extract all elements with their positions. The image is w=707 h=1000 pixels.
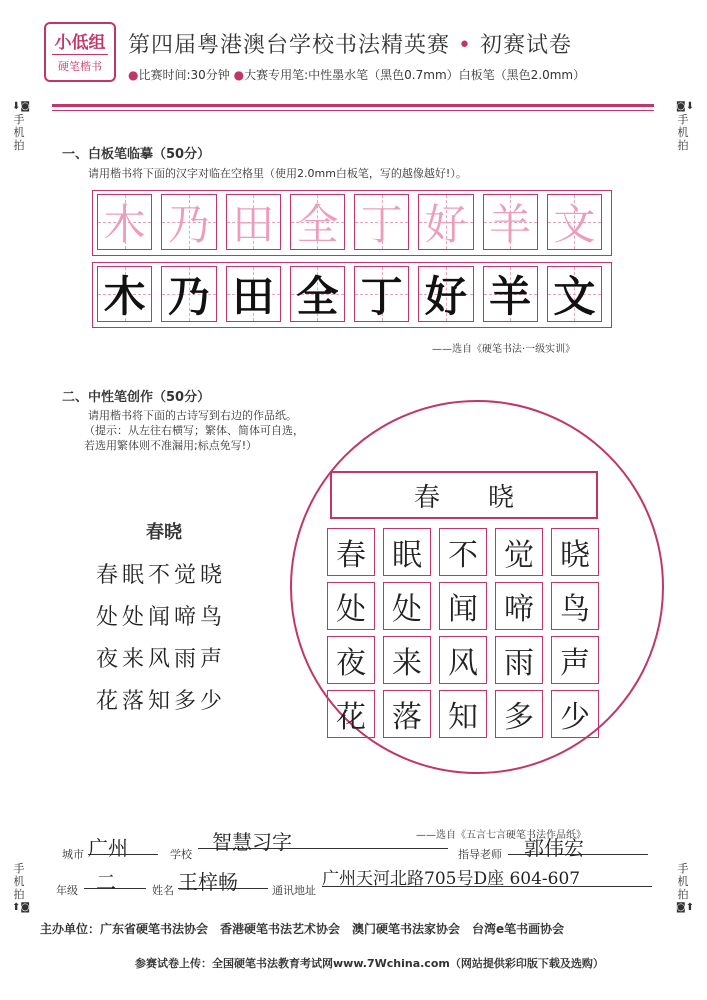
work-cell[interactable]: 春 [327,528,375,576]
group-badge [44,22,116,82]
side-text: 手机拍 [13,113,25,152]
poem-line: 春眠不觉晓 [96,563,227,588]
page-title [128,28,572,59]
work-cell[interactable]: 眠 [383,528,431,576]
name-field[interactable] [178,866,268,894]
poem-line: 夜来风雨声 [96,647,227,672]
work-cell[interactable]: 不 [439,528,487,576]
model-cell: 羊 [483,266,538,322]
city-label: 城市 [62,848,84,861]
section2-instruction-1: 请用楷书将下面的古诗写到右边的作品纸。 [88,409,297,422]
poem-line: 处处闻啼鸟 [96,605,227,630]
address-value: 广州天河北路705号D座 604-607 [322,869,581,889]
title-main: 第四届粤港澳台学校书法精英赛 [128,33,451,58]
trace-cell[interactable]: 羊 [483,194,538,250]
bullet-icon: ● [128,68,139,82]
camera-icon: ⬆◙ [12,902,31,913]
address-field[interactable] [322,864,652,887]
work-cell[interactable]: 雨 [495,636,543,684]
work-cell[interactable]: 多 [495,690,543,738]
exam-time: 比赛时间:30分钟 [138,68,230,82]
city-field[interactable] [88,832,158,860]
header-rule [52,104,654,107]
camera-icon: ◙⬇ [676,101,695,112]
model-cell: 丁 [354,266,409,322]
section2-instruction-2: （提示：从左往右横写；繁体、简体可自选， [84,424,304,437]
side-text: 手机拍 [677,862,689,901]
school-label: 学校 [170,848,192,861]
trace-cell[interactable]: 好 [418,194,473,250]
work-title-box [330,471,598,519]
model-cell: 木 [97,266,152,322]
work-grid [327,528,599,738]
camera-icon: ⬇◙ [12,101,31,112]
section1-heading: 一、白板笔临摹（50分） [62,147,211,162]
work-cell[interactable]: 处 [383,582,431,630]
side-marker-top-left [12,100,31,152]
side-marker-bottom-right [676,862,695,914]
work-cell[interactable]: 鸟 [551,582,599,630]
trace-cell[interactable]: 全 [290,194,345,250]
work-cell[interactable]: 落 [383,690,431,738]
poem-line: 花落知多少 [96,689,227,714]
work-cell[interactable]: 知 [439,690,487,738]
side-marker-bottom-left [12,862,31,914]
work-cell[interactable]: 声 [551,636,599,684]
work-cell[interactable]: 夜 [327,636,375,684]
work-cell[interactable]: 风 [439,636,487,684]
work-cell[interactable]: 花 [327,690,375,738]
model-cell: 全 [290,266,345,322]
upload-info: 参赛试卷上传：全国硬笔书法教育考试网www.7Wchina.com（网站提供彩印版下载及选购） [135,957,604,970]
bullet-icon: ● [233,68,245,82]
teacher-label: 指导老师 [458,848,502,861]
work-cell[interactable]: 处 [327,582,375,630]
work-title: 春晓 [413,482,562,513]
side-text: 手机拍 [677,113,689,152]
trace-cell[interactable]: 文 [547,194,602,250]
city-value: 广州 [88,836,128,860]
title-suffix: 初赛试卷 [480,33,573,58]
organizers: 主办单位：广东省硬笔书法协会 香港硬笔书法艺术协会 澳门硬笔书法家协会 台湾e笔书画协会 [40,922,565,936]
work-cell[interactable]: 来 [383,636,431,684]
section2-heading: 二、中性笔创作（50分） [62,390,211,405]
model-cell: 乃 [161,266,216,322]
model-cell: 好 [418,266,473,322]
work-cell[interactable]: 晓 [551,528,599,576]
name-value: 王梓畅 [178,870,238,894]
exam-info [128,66,585,83]
teacher-field[interactable] [508,832,648,860]
badge-divider [52,54,108,55]
section2-source: ——选自《五言七言硬笔书法作品纸》 [416,830,586,841]
model-cell: 田 [226,266,281,322]
grade-value: 二 [96,870,116,894]
section1-instruction: 请用楷书将下面的汉字对临在空格里（使用2.0mm白板笔，写的越像越好!）。 [88,167,467,180]
teacher-value: 郭伟宏 [524,836,584,860]
title-dot: • [458,33,472,58]
school-value: 智慧习字 [212,830,292,854]
poem-title: 春晓 [146,522,182,543]
category-label: 硬笔楷书 [58,60,102,73]
trace-cell[interactable]: 乃 [161,194,216,250]
work-cell[interactable]: 少 [551,690,599,738]
work-cell[interactable]: 觉 [495,528,543,576]
grade-label: 年级 [56,884,78,897]
camera-icon: ◙⬆ [676,902,695,913]
trace-cell[interactable]: 田 [226,194,281,250]
work-cell[interactable]: 啼 [495,582,543,630]
side-marker-top-right [676,100,695,152]
model-cell: 文 [547,266,602,322]
model-row [92,262,612,328]
section2-instruction-3: 若选用繁体则不准漏用;标点免写!） [84,439,258,452]
name-label: 姓名 [152,884,174,897]
grade-field[interactable] [84,866,146,894]
section1-source: ——选自《硬笔书法·一级实训》 [432,344,576,355]
address-label: 通讯地址 [272,884,316,897]
group-label: 小低组 [54,33,106,53]
header-rule-thin [52,110,654,111]
trace-cell[interactable]: 丁 [354,194,409,250]
exam-pens: 大赛专用笔:中性墨水笔（黑色0.7mm）白板笔（黑色2.0mm） [244,68,586,82]
work-cell[interactable]: 闻 [439,582,487,630]
trace-row [92,190,612,256]
trace-cell[interactable]: 木 [97,194,152,250]
school-field[interactable] [198,826,448,854]
side-text: 手机拍 [13,862,25,901]
